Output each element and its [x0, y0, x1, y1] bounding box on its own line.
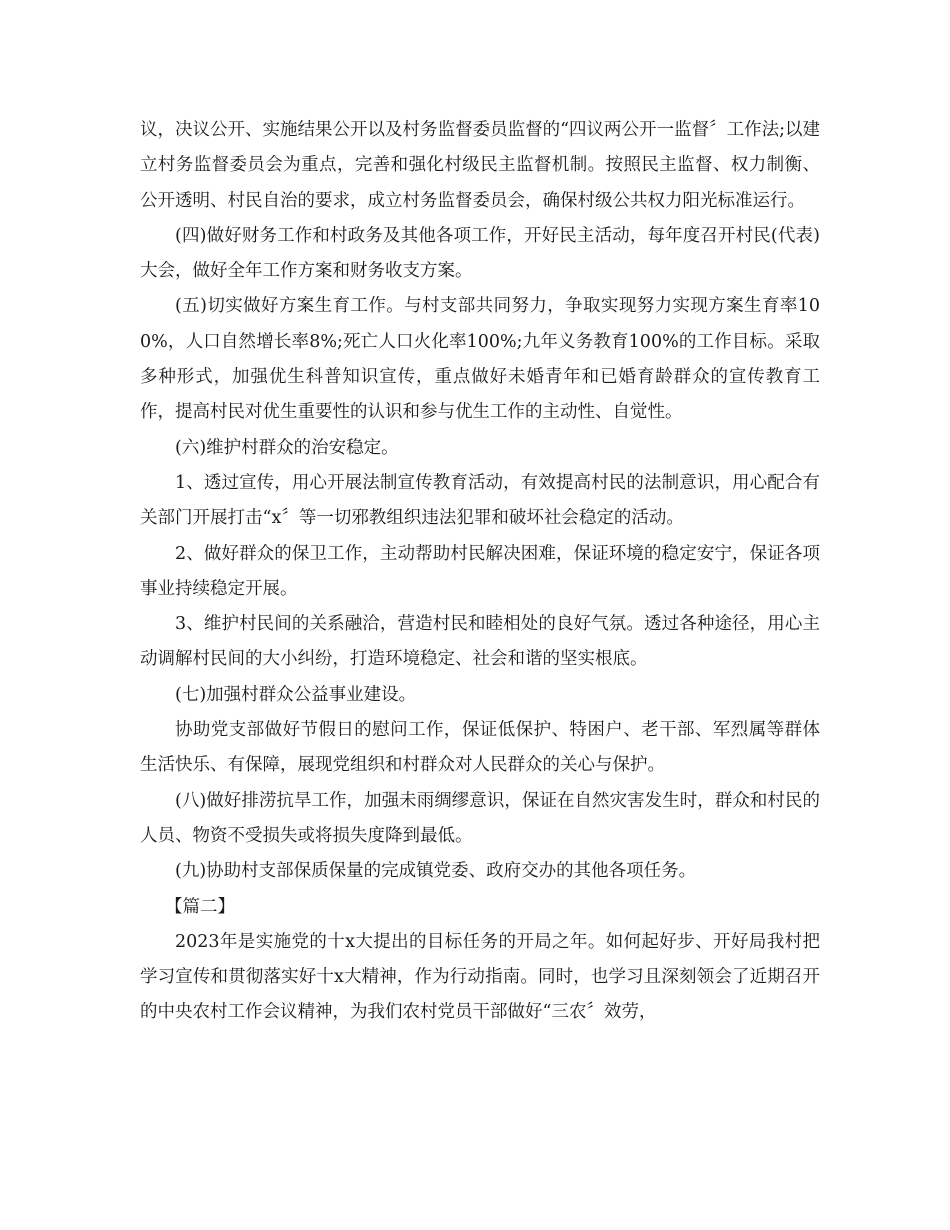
section-paragraph-0: 2023年是实施党的十x大提出的目标任务的开局之年。如何起好步、开好局我村把学习宣传和贯彻落实好十x大精神，作为行动指南。同时，也学习且深刻领会了近期召开的中央农村工作会议精神，为我们农村党员干部做好“三农〞效劳， [140, 931, 820, 1023]
paragraph-9: (八)做好排涝抗旱工作，加强未雨绸缪意识，保证在自然灾害发生时，群众和村民的人员、物资不受损失或将损失度降到最低。 [140, 790, 820, 846]
document-body [140, 113, 820, 1031]
paragraph-5: 2、做好群众的保卫工作，主动帮助村民解决困难，保证环境的稳定安宁，保证各项事业持续稳定开展。 [140, 543, 820, 599]
paragraph-8: 协助党支部做好节假日的慰问工作，保证低保护、特困户、老干部、军烈属等群体生活快乐、有保障，展现党组织和村群众对人民群众的关心与保护。 [140, 720, 820, 776]
paragraph-1: (四)做好财务工作和村政务及其他各项工作，开好民主活动，每年度召开村民(代表)大会，做好全年工作方案和财务收支方案。 [140, 225, 820, 282]
paragraph-4: 1、透过宣传，用心开展法制宣传教育活动，有效提高村民的法制意识，用心配合有关部门开展打击“x〞等一切邪教组织违法犯罪和破坏社会稳定的活动。 [140, 472, 820, 529]
paragraph-2: (五)切实做好方案生育工作。与村支部共同努力，争取实现努力实现方案生育率100%，人口自然增长率8%;死亡人口火化率100%;九年义务教育100%的工作目标。采取多种形式，加强优生科普知识宣传，重点做好未婚青年和已婚育龄群众的宣传教育工作，提高村民对优生重要性的认识和参与优生工作的主动性、自觉性。 [140, 296, 820, 423]
paragraph-7: (七)加强村群众公益事业建设。 [175, 684, 417, 705]
paragraph-10: (九)协助村支部保质保量的完成镇党委、政府交办的其他各项任务。 [175, 861, 697, 882]
section-heading: 【篇二】 [165, 896, 235, 917]
paragraph-3: (六)维护村群众的治安稳定。 [175, 437, 399, 458]
paragraph-6: 3、维护村民间的关系融洽，营造村民和睦相处的良好气氛。透过各种途径，用心主动调解村民间的大小纠纷，打造环境稳定、社会和谐的坚实根底。 [140, 614, 820, 670]
paragraph-0: 议，决议公开、实施结果公开以及村务监督委员监督的“四议两公开一监督〞工作法;以建立村务监督委员会为重点，完善和强化村级民主监督机制。按照民主监督、权力制衡、公开透明、村民自治的要求，成立村务监督委员会，确保村级公共权力阳光标准运行。 [140, 120, 820, 211]
